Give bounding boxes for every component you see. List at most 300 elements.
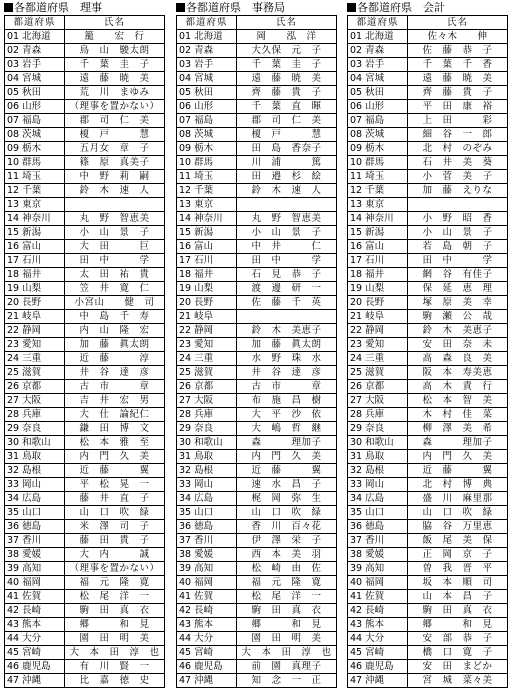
name-cell: 古 市 章 bbox=[237, 380, 337, 394]
prefecture-cell: 05 秋田 bbox=[5, 86, 65, 100]
prefecture-cell: 28 兵庫 bbox=[348, 408, 408, 422]
prefecture-cell: 04 宮城 bbox=[5, 72, 65, 86]
name-cell: 古 市 章 bbox=[65, 380, 165, 394]
prefecture-cell: 46 鹿児島 bbox=[5, 660, 65, 674]
table-row bbox=[5, 366, 165, 380]
table-row bbox=[5, 156, 165, 170]
table-row bbox=[5, 142, 165, 156]
table-row bbox=[5, 338, 165, 352]
prefecture-cell: 25 滋賀 bbox=[348, 366, 408, 380]
table-row bbox=[177, 142, 337, 156]
name-cell: 小 山 景 子 bbox=[65, 226, 165, 240]
name-cell: 山 口 吹 緑 bbox=[65, 506, 165, 520]
name-cell: 細 谷 一 郎 bbox=[408, 128, 508, 142]
name-cell: 駒 田 真 衣 bbox=[237, 604, 337, 618]
table-row bbox=[5, 422, 165, 436]
table-row bbox=[5, 100, 165, 114]
prefecture-cell: 01 北海道 bbox=[177, 30, 237, 44]
prefecture-cell: 29 奈良 bbox=[348, 422, 408, 436]
name-cell: 米 澤 司 子 bbox=[65, 520, 165, 534]
table-row bbox=[5, 240, 165, 254]
name-cell: 小 野 昭 香 bbox=[408, 212, 508, 226]
prefecture-cell: 34 広島 bbox=[5, 492, 65, 506]
name-cell: 川 浦 篤 bbox=[237, 156, 337, 170]
table-row bbox=[348, 226, 508, 240]
table-row bbox=[348, 352, 508, 366]
table-row bbox=[177, 366, 337, 380]
table-row bbox=[177, 114, 337, 128]
header-prefecture: 都道府県 bbox=[348, 16, 408, 30]
name-cell: 駒 田 真 衣 bbox=[65, 604, 165, 618]
name-cell: 梶 岡 弥 生 bbox=[237, 492, 337, 506]
prefecture-cell: 21 岐阜 bbox=[5, 310, 65, 324]
prefecture-cell: 13 東京 bbox=[5, 198, 65, 212]
name-cell: 大 仕 論紀仁 bbox=[65, 408, 165, 422]
name-cell: 藤 田 貴 子 bbox=[65, 534, 165, 548]
table-row bbox=[348, 464, 508, 478]
prefecture-cell: 11 埼玉 bbox=[177, 170, 237, 184]
name-cell: 脇 谷 万里恵 bbox=[408, 520, 508, 534]
prefecture-cell: 09 栃木 bbox=[5, 142, 65, 156]
table-row bbox=[177, 604, 337, 618]
table-row bbox=[348, 324, 508, 338]
name-cell: 塚 原 美 幸 bbox=[408, 296, 508, 310]
name-cell: 渡 邊 研 一 bbox=[237, 282, 337, 296]
name-cell: 郷 和 見 bbox=[237, 618, 337, 632]
name-cell: 千 葉 圭 子 bbox=[237, 58, 337, 72]
name-cell: 西 本 美 羽 bbox=[237, 548, 337, 562]
panel-accounting bbox=[347, 0, 508, 688]
prefecture-cell: 15 新潟 bbox=[5, 226, 65, 240]
prefecture-cell: 09 栃木 bbox=[348, 142, 408, 156]
table-header-row bbox=[348, 16, 508, 30]
table-row bbox=[348, 254, 508, 268]
table-row bbox=[5, 562, 165, 576]
table-row bbox=[177, 86, 337, 100]
table-row bbox=[177, 44, 337, 58]
prefecture-cell: 32 島根 bbox=[348, 464, 408, 478]
table-row bbox=[177, 562, 337, 576]
table-row bbox=[5, 450, 165, 464]
prefecture-cell: 03 岩手 bbox=[5, 58, 65, 72]
square-bullet-icon bbox=[4, 3, 13, 12]
table-row bbox=[177, 72, 337, 86]
name-cell: 丸 野 智恵美 bbox=[65, 212, 165, 226]
table-row bbox=[5, 170, 165, 184]
name-cell: 北 村 のぞみ bbox=[408, 142, 508, 156]
table-row bbox=[177, 198, 337, 212]
header-prefecture: 都道府県 bbox=[5, 16, 65, 30]
table-row bbox=[348, 170, 508, 184]
prefecture-cell: 40 福岡 bbox=[348, 576, 408, 590]
prefecture-cell: 20 長野 bbox=[5, 296, 65, 310]
prefecture-cell: 47 沖縄 bbox=[5, 674, 65, 688]
prefecture-cell: 26 京都 bbox=[348, 380, 408, 394]
name-cell: 松 本 智 美 bbox=[408, 394, 508, 408]
table-row bbox=[348, 380, 508, 394]
prefecture-cell: 45 宮崎 bbox=[348, 646, 408, 660]
table-row bbox=[5, 30, 165, 44]
table-row bbox=[177, 450, 337, 464]
prefecture-cell: 20 長野 bbox=[348, 296, 408, 310]
name-cell: 佐 藤 恭 子 bbox=[408, 44, 508, 58]
name-cell: 山 口 吹 緑 bbox=[408, 506, 508, 520]
table-row bbox=[177, 548, 337, 562]
name-cell: 山 口 吹 緑 bbox=[237, 506, 337, 520]
name-cell: 郡 司 仁 美 bbox=[65, 114, 165, 128]
table-row bbox=[348, 394, 508, 408]
prefecture-cell: 45 宮崎 bbox=[5, 646, 65, 660]
name-cell: （理事を置かない） bbox=[65, 562, 165, 576]
name-cell: 鎌 田 博 文 bbox=[65, 422, 165, 436]
name-cell: 田 中 学 bbox=[237, 254, 337, 268]
prefecture-cell: 10 群馬 bbox=[177, 156, 237, 170]
prefecture-cell: 18 福井 bbox=[5, 268, 65, 282]
name-cell: 松 本 雅 至 bbox=[65, 436, 165, 450]
table-row bbox=[348, 450, 508, 464]
table-row bbox=[348, 646, 508, 660]
table-row bbox=[5, 604, 165, 618]
table-row bbox=[348, 562, 508, 576]
table-row bbox=[5, 660, 165, 674]
prefecture-cell: 15 新潟 bbox=[348, 226, 408, 240]
name-cell: 佐々木 伸 bbox=[408, 30, 508, 44]
name-cell: 園 田 明 美 bbox=[65, 632, 165, 646]
table-row bbox=[5, 254, 165, 268]
prefecture-cell: 30 和歌山 bbox=[5, 436, 65, 450]
name-cell: 千 葉 圭 子 bbox=[65, 58, 165, 72]
panel-directors bbox=[4, 0, 165, 688]
table-row bbox=[348, 184, 508, 198]
table-row bbox=[348, 366, 508, 380]
prefecture-cell: 23 愛知 bbox=[348, 338, 408, 352]
prefecture-cell: 23 愛知 bbox=[5, 338, 65, 352]
name-cell: 大 本 田 淳 也 bbox=[65, 646, 165, 660]
table-row bbox=[5, 576, 165, 590]
name-cell: 田 邉 杉 絵 bbox=[237, 170, 337, 184]
name-cell: 森 理加子 bbox=[408, 436, 508, 450]
name-cell: 中 井 仁 bbox=[237, 240, 337, 254]
name-cell: 知 念 一 正 bbox=[237, 674, 337, 688]
table-row bbox=[348, 296, 508, 310]
name-cell: 保 延 恵 理 bbox=[408, 282, 508, 296]
panel-secretariat bbox=[176, 0, 337, 688]
name-cell: 齊 藤 貴 子 bbox=[237, 86, 337, 100]
name-cell: 若 島 朝 子 bbox=[408, 240, 508, 254]
name-cell: 荒 川 まゆみ bbox=[65, 86, 165, 100]
table-row bbox=[5, 282, 165, 296]
prefecture-cell: 39 高知 bbox=[348, 562, 408, 576]
name-cell: 近 藤 淳 bbox=[65, 352, 165, 366]
prefecture-cell: 03 岩手 bbox=[177, 58, 237, 72]
name-cell: 比 嘉 徳 史 bbox=[65, 674, 165, 688]
table-row bbox=[5, 618, 165, 632]
table-row bbox=[5, 548, 165, 562]
name-cell: 小宮山 健 司 bbox=[65, 296, 165, 310]
table-row bbox=[5, 114, 165, 128]
prefecture-cell: 26 京都 bbox=[5, 380, 65, 394]
name-cell: 宮 城 菜々美 bbox=[408, 674, 508, 688]
table-row bbox=[177, 576, 337, 590]
prefecture-cell: 37 香川 bbox=[348, 534, 408, 548]
table-row bbox=[348, 212, 508, 226]
prefecture-cell: 21 岐阜 bbox=[177, 310, 237, 324]
name-cell: 近 藤 翼 bbox=[237, 464, 337, 478]
prefecture-cell: 17 石川 bbox=[177, 254, 237, 268]
prefecture-cell: 02 青森 bbox=[5, 44, 65, 58]
table-row bbox=[177, 254, 337, 268]
table-row bbox=[177, 436, 337, 450]
table-row bbox=[348, 534, 508, 548]
table-row bbox=[5, 646, 165, 660]
prefecture-cell: 23 愛知 bbox=[177, 338, 237, 352]
prefecture-cell: 22 静岡 bbox=[348, 324, 408, 338]
name-cell: 安 田 まどか bbox=[408, 660, 508, 674]
name-cell: 大 田 巨 bbox=[65, 240, 165, 254]
table-row bbox=[177, 296, 337, 310]
name-cell: 前 園 真理子 bbox=[237, 660, 337, 674]
prefecture-cell: 22 静岡 bbox=[177, 324, 237, 338]
name-cell: 橋 口 寛 子 bbox=[408, 646, 508, 660]
prefecture-cell: 16 富山 bbox=[348, 240, 408, 254]
table-row bbox=[177, 30, 337, 44]
table-row bbox=[348, 520, 508, 534]
name-cell: 安 部 恭 子 bbox=[408, 632, 508, 646]
table-row bbox=[5, 86, 165, 100]
name-cell: 山 本 昌 子 bbox=[408, 590, 508, 604]
name-cell: 井 谷 達 彦 bbox=[237, 366, 337, 380]
prefecture-cell: 31 鳥取 bbox=[348, 450, 408, 464]
prefecture-cell: 08 茨城 bbox=[348, 128, 408, 142]
prefecture-cell: 25 滋賀 bbox=[5, 366, 65, 380]
name-cell: 坂 本 順 司 bbox=[408, 576, 508, 590]
table-row bbox=[177, 660, 337, 674]
prefecture-cell: 41 佐賀 bbox=[177, 590, 237, 604]
name-cell: 齊 藤 貴 子 bbox=[408, 86, 508, 100]
prefecture-cell: 32 島根 bbox=[5, 464, 65, 478]
table-row bbox=[177, 58, 337, 72]
prefecture-cell: 42 長崎 bbox=[5, 604, 65, 618]
prefecture-cell: 07 福島 bbox=[177, 114, 237, 128]
prefecture-cell: 17 石川 bbox=[5, 254, 65, 268]
prefecture-cell: 04 宮城 bbox=[177, 72, 237, 86]
name-cell: 平 田 康 裕 bbox=[408, 100, 508, 114]
prefecture-cell: 27 大阪 bbox=[348, 394, 408, 408]
prefecture-cell: 42 長崎 bbox=[177, 604, 237, 618]
table-row bbox=[348, 408, 508, 422]
table-row bbox=[5, 632, 165, 646]
table-header-row bbox=[177, 16, 337, 30]
table-row bbox=[5, 184, 165, 198]
name-cell: 籠 宏 行 bbox=[65, 30, 165, 44]
table-row bbox=[177, 520, 337, 534]
panel-title: 各都道府県 理事 bbox=[4, 0, 165, 15]
prefecture-cell: 14 神奈川 bbox=[348, 212, 408, 226]
name-cell: 小 山 景 子 bbox=[237, 226, 337, 240]
table-row bbox=[348, 142, 508, 156]
table-row bbox=[348, 268, 508, 282]
prefecture-cell: 12 千葉 bbox=[348, 184, 408, 198]
name-cell: 鳥 山 駿太朗 bbox=[65, 44, 165, 58]
prefecture-cell: 45 宮崎 bbox=[177, 646, 237, 660]
table-row bbox=[5, 128, 165, 142]
table-row bbox=[177, 156, 337, 170]
prefecture-cell: 05 秋田 bbox=[348, 86, 408, 100]
prefecture-cell: 14 神奈川 bbox=[177, 212, 237, 226]
name-cell: 福 元 隆 寛 bbox=[237, 576, 337, 590]
prefecture-cell: 12 千葉 bbox=[5, 184, 65, 198]
table-row bbox=[348, 576, 508, 590]
name-cell: 加 藤 えりな bbox=[408, 184, 508, 198]
table-row bbox=[5, 226, 165, 240]
table-row bbox=[348, 338, 508, 352]
name-cell: 郷 和 見 bbox=[65, 618, 165, 632]
prefecture-cell: 29 奈良 bbox=[5, 422, 65, 436]
prefecture-cell: 35 山口 bbox=[177, 506, 237, 520]
name-cell: 内 門 久 美 bbox=[65, 450, 165, 464]
prefecture-cell: 30 和歌山 bbox=[177, 436, 237, 450]
prefecture-cell: 14 神奈川 bbox=[5, 212, 65, 226]
table-row bbox=[177, 464, 337, 478]
name-cell: 有 川 賢 一 bbox=[65, 660, 165, 674]
name-cell: 榎 戸 慧 bbox=[65, 128, 165, 142]
prefecture-cell: 35 山口 bbox=[348, 506, 408, 520]
name-cell: 千 葉 直 暉 bbox=[237, 100, 337, 114]
prefecture-cell: 37 香川 bbox=[5, 534, 65, 548]
table-row bbox=[5, 72, 165, 86]
name-cell: 近 藤 翼 bbox=[65, 464, 165, 478]
name-cell: 近 藤 翼 bbox=[408, 464, 508, 478]
prefecture-cell: 06 山形 bbox=[348, 100, 408, 114]
name-cell: 速 水 昌 子 bbox=[237, 478, 337, 492]
prefecture-cell: 42 長崎 bbox=[348, 604, 408, 618]
name-cell: 駒 瀬 公 哉 bbox=[408, 310, 508, 324]
name-cell: 田 中 学 bbox=[408, 254, 508, 268]
prefecture-cell: 33 岡山 bbox=[5, 478, 65, 492]
prefecture-cell: 01 北海道 bbox=[5, 30, 65, 44]
name-cell: 篠 原 真美子 bbox=[65, 156, 165, 170]
prefecture-cell: 25 滋賀 bbox=[177, 366, 237, 380]
table-row bbox=[177, 618, 337, 632]
name-cell: 鈴 木 美恵子 bbox=[237, 324, 337, 338]
prefecture-cell: 07 福島 bbox=[5, 114, 65, 128]
table-row bbox=[348, 436, 508, 450]
name-cell bbox=[408, 198, 508, 212]
prefecture-cell: 44 大分 bbox=[177, 632, 237, 646]
name-cell: 中 野 莉 嗣 bbox=[65, 170, 165, 184]
prefecture-cell: 41 佐賀 bbox=[5, 590, 65, 604]
prefecture-cell: 38 愛媛 bbox=[5, 548, 65, 562]
roster-table bbox=[347, 15, 508, 688]
prefecture-cell: 28 兵庫 bbox=[5, 408, 65, 422]
name-cell: 遠 藤 暁 美 bbox=[65, 72, 165, 86]
name-cell: 曽 我 晋 平 bbox=[408, 562, 508, 576]
table-row bbox=[177, 380, 337, 394]
name-cell: 大 内 誠 bbox=[65, 548, 165, 562]
table-row bbox=[5, 464, 165, 478]
name-cell: 高 森 良 美 bbox=[408, 352, 508, 366]
name-cell bbox=[237, 198, 337, 212]
table-row bbox=[177, 282, 337, 296]
name-cell: 高 木 責 行 bbox=[408, 380, 508, 394]
name-cell: 香 川 百々花 bbox=[237, 520, 337, 534]
name-cell: 丸 野 智恵美 bbox=[237, 212, 337, 226]
table-row bbox=[348, 58, 508, 72]
table-row bbox=[348, 44, 508, 58]
prefecture-cell: 16 富山 bbox=[5, 240, 65, 254]
name-cell: 松 崎 由 佐 bbox=[237, 562, 337, 576]
prefecture-cell: 19 山梨 bbox=[177, 282, 237, 296]
table-row bbox=[177, 324, 337, 338]
name-cell: 井 谷 達 彦 bbox=[65, 366, 165, 380]
name-cell: 石 井 美 葵 bbox=[408, 156, 508, 170]
prefecture-cell: 41 佐賀 bbox=[348, 590, 408, 604]
prefecture-cell: 47 沖縄 bbox=[348, 674, 408, 688]
name-cell: 正 岡 京 子 bbox=[408, 548, 508, 562]
prefecture-cell: 11 埼玉 bbox=[5, 170, 65, 184]
table-row bbox=[177, 534, 337, 548]
name-cell: 中 島 千 寿 bbox=[65, 310, 165, 324]
table-row bbox=[348, 114, 508, 128]
square-bullet-icon bbox=[176, 3, 185, 12]
prefecture-cell: 33 岡山 bbox=[348, 478, 408, 492]
table-row bbox=[177, 170, 337, 184]
prefecture-cell: 10 群馬 bbox=[348, 156, 408, 170]
prefecture-cell: 30 和歌山 bbox=[348, 436, 408, 450]
table-row bbox=[5, 268, 165, 282]
prefecture-cell: 34 広島 bbox=[177, 492, 237, 506]
name-cell: 内 門 久 美 bbox=[408, 450, 508, 464]
table-row bbox=[5, 352, 165, 366]
table-row bbox=[5, 520, 165, 534]
panel-title: 各都道府県 会計 bbox=[347, 0, 508, 15]
prefecture-cell: 29 奈良 bbox=[177, 422, 237, 436]
name-cell: 駒 田 真 衣 bbox=[408, 604, 508, 618]
square-bullet-icon bbox=[347, 3, 356, 12]
roster-table bbox=[176, 15, 337, 688]
name-cell: 郡 司 仁 美 bbox=[237, 114, 337, 128]
table-row bbox=[177, 646, 337, 660]
prefecture-cell: 10 群馬 bbox=[5, 156, 65, 170]
prefecture-cell: 28 兵庫 bbox=[177, 408, 237, 422]
name-cell: 福 元 隆 寛 bbox=[65, 576, 165, 590]
table-row bbox=[177, 408, 337, 422]
name-cell: 盛 川 麻里那 bbox=[408, 492, 508, 506]
prefecture-cell: 27 大阪 bbox=[177, 394, 237, 408]
table-row bbox=[348, 240, 508, 254]
name-cell: 北 村 博 典 bbox=[408, 478, 508, 492]
prefecture-cell: 44 大分 bbox=[348, 632, 408, 646]
name-cell: 大久保 元 子 bbox=[237, 44, 337, 58]
prefecture-cell: 36 徳島 bbox=[5, 520, 65, 534]
table-row bbox=[348, 674, 508, 688]
prefecture-cell: 36 徳島 bbox=[348, 520, 408, 534]
name-cell: 伊 澤 栄 子 bbox=[237, 534, 337, 548]
prefecture-cell: 06 山形 bbox=[177, 100, 237, 114]
table-row bbox=[5, 310, 165, 324]
name-cell: 加 藤 眞太朗 bbox=[65, 338, 165, 352]
table-row bbox=[5, 44, 165, 58]
table-row bbox=[5, 58, 165, 72]
name-cell: （理事を置かない） bbox=[65, 100, 165, 114]
name-cell: 上 田 彩 bbox=[408, 114, 508, 128]
prefecture-cell: 19 山梨 bbox=[348, 282, 408, 296]
name-cell: 鈴 木 速 人 bbox=[237, 184, 337, 198]
prefecture-cell: 03 岩手 bbox=[348, 58, 408, 72]
name-cell: 石 見 恭 子 bbox=[237, 268, 337, 282]
prefecture-cell: 31 鳥取 bbox=[5, 450, 65, 464]
name-cell: 木 村 佳 菜 bbox=[408, 408, 508, 422]
